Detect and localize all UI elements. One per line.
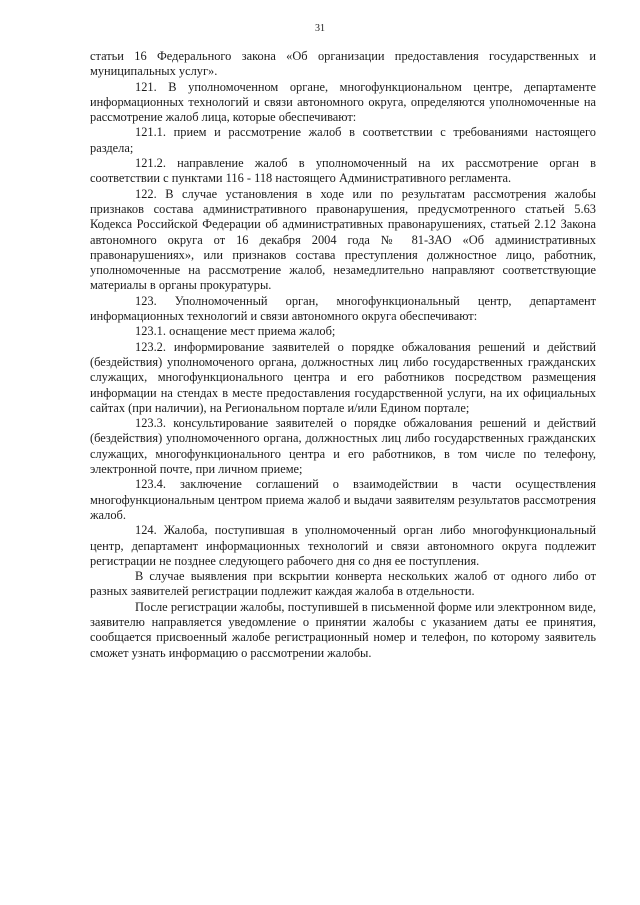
paragraph-124-envelope: В случае выявления при вскрытии конверта нескольких жалоб от одного либо от разных заявителей регистрации подлежит каждая жалоба в отдельности. [90, 569, 596, 599]
paragraph-121-2: 121.2. направление жалоб в уполномоченный на их рассмотрение орган в соответствии с пунктами 116 - 118 настоящего Административного регламента. [90, 156, 596, 186]
paragraph-124-notification: После регистрации жалобы, поступившей в письменной форме или электронном виде, заявителю направляется уведомление о принятии жалобы с указанием даты ее принятия, сообщается присвоенный жалобе регистрационный номер и телефон, по которому заявитель сможет узнать информацию о рассмотрении жалобы. [90, 599, 596, 660]
paragraph-continuation: статьи 16 Федерального закона «Об организации предоставления государственных и муниципальных услуг». [90, 49, 596, 79]
paragraph-121-1: 121.1. прием и рассмотрение жалоб в соответствии с требованиями настоящего раздела; [90, 125, 596, 155]
paragraph-123-2: 123.2. информирование заявителей о порядке обжалования решений и действий (бездействия) уполномоченого органа, должностных лиц либо государственных гражданских служащих, многофункционального центра и его работников посредством размещения информации на стендах в месте предоставления государственной услуги, на их официальных сайтах (при наличии), на Региональном портале и/или Едином портале; [90, 339, 596, 415]
paragraph-124: 124. Жалоба, поступившая в уполномоченный орган либо многофункциональный центр, департамент информационных технологий и связи автономного округа подлежит регистрации не позднее следующего рабочего дня со дня ее поступления. [90, 523, 596, 568]
paragraph-123-4: 123.4. заключение соглашений о взаимодействии в части осуществления многофункциональным центром приема жалоб и выдачи заявителям результатов рассмотрения жалоб. [90, 477, 596, 522]
paragraph-123: 123. Уполномоченный орган, многофункциональный центр, департамент информационных технологий и связи автономного округа обеспечивают: [90, 293, 596, 324]
page-number: 31 [315, 23, 325, 34]
paragraph-122: 122. В случае установления в ходе или по результатам рассмотрения жалобы признаков состава административного правонарушения, предусмотренного статьей 5.63 Кодекса Российской Федерации об административных правонарушениях, статьей 2.12 Закона автономного округа от 16 декабря 2004 года № 81-ЗАО «Об административных правонарушениях», или признаков состава преступления должностное лицо, работник, уполномоченные на рассмотрение жалоб, незамедлительно направляют соответствующие материалы в органы прокуратуры. [90, 186, 596, 293]
document-body [90, 49, 596, 661]
paragraph-121: 121. В уполномоченном органе, многофункциональном центре, департаменте информационных технологий и связи автономного округа, определяются уполномоченные на рассмотрение жалоб лица, которые обеспечивают: [90, 79, 596, 125]
paragraph-123-3: 123.3. консультирование заявителей о порядке обжалования решений и действий (бездействия) уполномоченного органа, должностных лиц либо государственных гражданских служащих, многофункционального центра и его работников, в том числе по телефону, электронной почте, при личном приеме; [90, 416, 596, 477]
paragraph-123-1: 123.1. оснащение мест приема жалоб; [135, 324, 336, 339]
